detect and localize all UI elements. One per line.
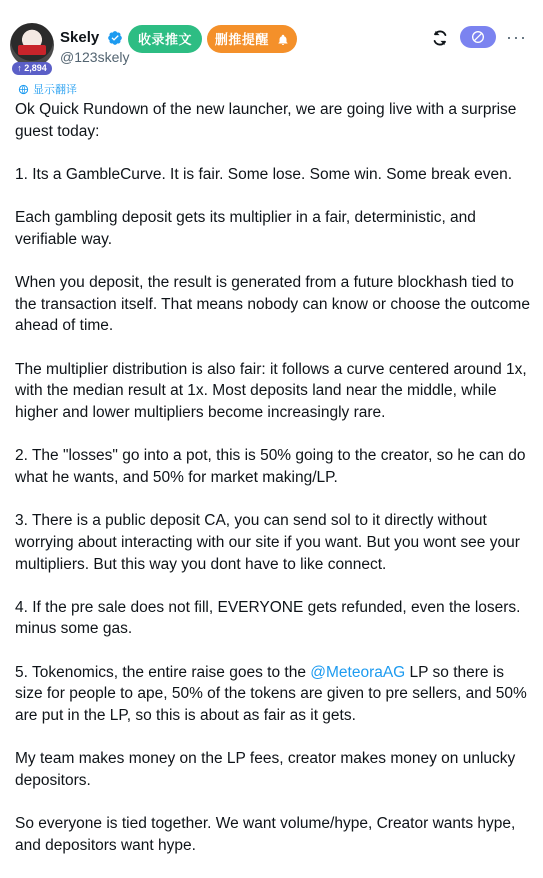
- tweet-paragraph: 2. The "losses" go into a pot, this is 50% going to the creator, so he can do what he wants, and 50% for market making/LP.: [15, 447, 526, 486]
- mention-link[interactable]: @MeteoraAG: [310, 663, 406, 681]
- avatar[interactable]: [10, 23, 54, 67]
- follower-arrow-icon: ↑: [17, 63, 22, 73]
- translate-icon: [18, 84, 29, 95]
- author-info: [60, 29, 129, 65]
- tweet-text: [15, 99, 531, 878]
- delete-alert-button[interactable]: [207, 25, 297, 53]
- tweet-paragraph: Ok Quick Rundown of the new launcher, we are going live with a surprise guest today:: [15, 101, 517, 140]
- tokenomics-text-after: LP so there is size for people to ape, 50% of the tokens are given to pre sellers, and 50% are put in the LP, so this is about as fair as it gets.: [15, 663, 527, 725]
- tweet-paragraph: 4. If the pre sale does not fill, EVERYONE gets refunded, even the losers. minus some gas.: [15, 598, 521, 638]
- collect-tweet-button[interactable]: 收录推文: [128, 25, 202, 53]
- tweet-header: [0, 0, 543, 80]
- follower-count: 2,894: [24, 63, 47, 73]
- verified-badge-icon: [107, 30, 123, 46]
- delete-alert-label: 删推提醒: [214, 32, 269, 47]
- display-name[interactable]: Skely: [60, 29, 100, 47]
- tweet-paragraph: The multiplier distribution is also fair: it follows a curve centered around 1x, with the median result at 1x. Most deposits land near the middle, while higher and lower multipliers become increasingly rare.: [15, 360, 527, 422]
- tweet-paragraph: 3. There is a public deposit CA, you can send sol to it directly without worrying about interacting with our site if you want. But you wont see your multipliers. But this way you dont have to like connect.: [15, 512, 520, 573]
- user-handle[interactable]: @123skely: [60, 49, 130, 65]
- avatar-container[interactable]: [10, 23, 54, 75]
- tweet-paragraph: So everyone is tied together. We want volume/hype, Creator wants hype, and depositors want hype.: [15, 815, 516, 854]
- tweet-paragraph: 1. Its a GambleCurve. It is fair. Some lose. Some win. Some break even.: [15, 165, 513, 183]
- tweet-paragraph: My team makes money on the LP fees, creator makes money on unlucky depositors.: [15, 750, 516, 789]
- bell-icon: [277, 34, 289, 46]
- tweet-paragraph: [15, 662, 531, 727]
- show-translation-link[interactable]: [18, 81, 77, 97]
- more-icon[interactable]: ···: [506, 27, 527, 47]
- grok-button[interactable]: [460, 26, 496, 48]
- tweet-paragraph: Each gambling deposit gets its multiplier in a fair, deterministic, and verifiable way.: [15, 209, 476, 248]
- grok-icon: [470, 29, 486, 45]
- refresh-icon[interactable]: [430, 28, 450, 48]
- follower-count-badge: [12, 62, 52, 75]
- tokenomics-text-before: 5. Tokenomics, the entire raise goes to the: [15, 663, 311, 681]
- show-translation-label: 显示翻译: [33, 84, 77, 96]
- tweet-paragraph: When you deposit, the result is generated from a future blockhash tied to the transaction itself. That means nobody can know or choose the outcome ahead of time.: [15, 274, 530, 335]
